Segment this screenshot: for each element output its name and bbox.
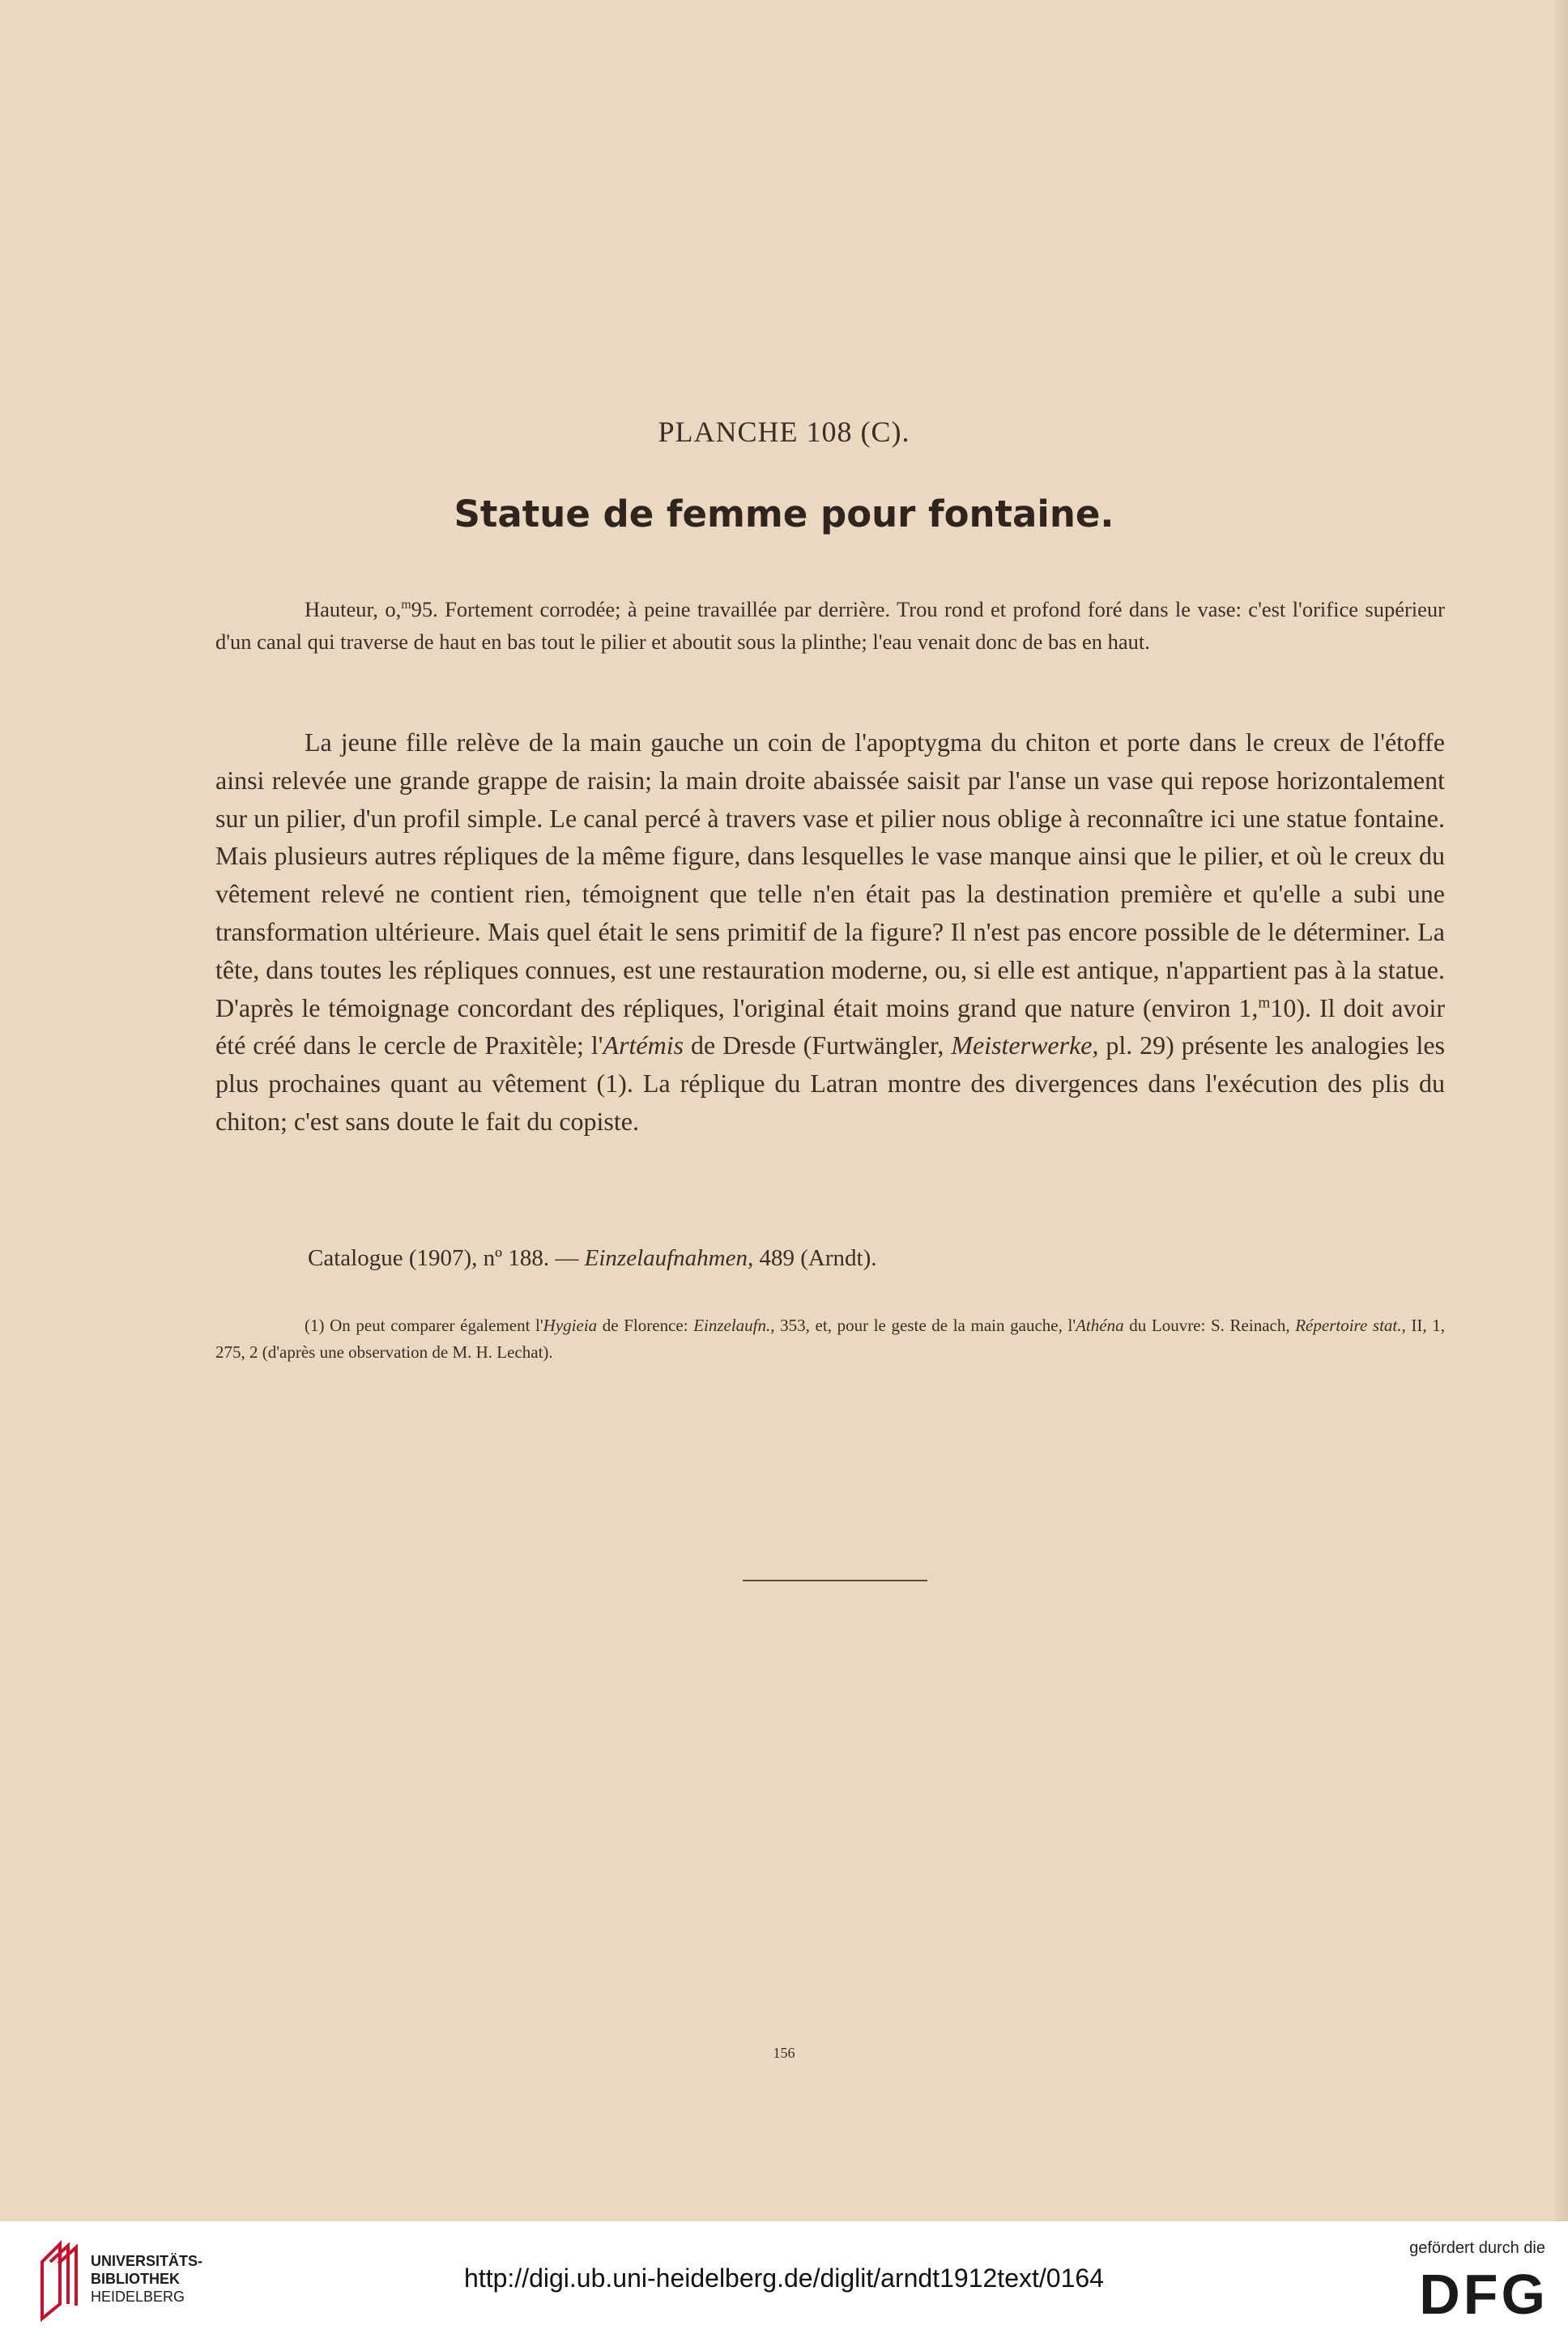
catalogue-suffix: 489 (Arndt). [753,1245,877,1271]
page-title: Statue de femme pour fontaine. [454,493,1114,535]
body-text-part1: La jeune fille relève de la main gauche un coin de l'apoptygma du chiton et porte dans le creux de l'étoffe ainsi relevée une grande grappe de raisin; la main droite abaissée saisit par l'anse un vase qui repose horizontalement sur un pilier, d'un profil simple. Le canal percé à travers vase et pilier nous oblige à reconnaître ici une statue fontaine. Mais plusieurs autres répliques de la même figure, dans lesquelles le vase manque ainsi que le pilier, et où le creux du vêtement relevé ne contient rien, témoignent que telle n'en était pas la destination première et qu'elle a subi une transformation ultérieure. Mais quel était le sens primitif de la figure? Il n'est pas encore possible de le déterminer. La tête, dans toutes les répliques connues, est une restauration moderne, ou, si elle est antique, n'appartient pas à la statue. D'après le témoignage concordant des répliques, l'original était moins grand que nature (environ 1, [215,727,1445,1022]
page-number: 156 [773,2045,795,2061]
divider-rule [743,1580,927,1581]
dfg-logo[interactable]: DFG [1419,2263,1549,2326]
library-line-1: UNIVERSITÄTS- [91,2253,203,2269]
permalink-url[interactable]: http://digi.ub.uni-heidelberg.de/diglit/arndt1912text/0164 [464,2263,1104,2293]
meisterwerke-title: Meisterwerke, [951,1030,1099,1060]
height-prefix: Hauteur, o, [305,597,402,621]
footnote-part4: du Louvre: S. Reinach, [1123,1316,1296,1335]
library-line-3: HEIDELBERG [91,2289,185,2305]
height-description: 95. Fortement corrodée; à peine travaillée par derrière. Trou rond et profond foré dans le vase: c'est l'orifice supérieur d'un canal qui traverse de haut en bas tout le pilier et aboutit sous la plinthe; l'eau venait donc de bas en haut. [215,597,1445,654]
footnote-part5: II, 1, 275, 2 (d'après une observation de M. H. Lechat). [215,1316,1445,1362]
catalogue-prefix: Catalogue (1907), nº 188. — [308,1245,585,1271]
viewer-footer [0,2221,1568,2338]
page-edge [1555,0,1568,2221]
footnote-repertoire: Répertoire stat., [1295,1316,1406,1335]
body-text-part2: 10). Il doit avoir été créé dans le cercle de Praxitèle; l' [215,992,1446,1060]
body-text-part3: de Dresde (Furtwängler, [684,1030,952,1060]
catalogue-title: Einzelaufnahmen, [584,1245,754,1271]
catalogue-reference [308,1245,876,1272]
artemis-title: Artémis [603,1030,684,1060]
funded-by-label: gefördert durch die [1409,2239,1545,2257]
plate-heading: PLANCHE 108 (C). [658,416,910,448]
footnote-part3: 353, et, pour le geste de la main gauche, l' [774,1316,1076,1335]
measurement-paragraph [215,593,1445,658]
body-text-part4: pl. 29) présente les analogies les plus prochaines quant au vêtement (1). La réplique du Latran montre des divergences dans l'exécution des plis du chiton; c'est sans doute le fait du copiste. [215,1030,1446,1136]
main-paragraph [215,723,1445,1141]
library-line-2: BIBLIOTHEK [91,2271,180,2287]
footnote-part2: de Florence: [597,1316,694,1335]
footnote-part1: (1) On peut comparer également l' [305,1316,543,1335]
footnote-athena: Athéna [1076,1316,1124,1335]
footnote [215,1312,1445,1366]
body-unit: m [1258,993,1271,1011]
footnote-hygieia: Hygieia [543,1316,598,1335]
footnote-einzelaufn: Einzelaufn., [693,1316,775,1335]
height-unit: m [401,598,411,612]
